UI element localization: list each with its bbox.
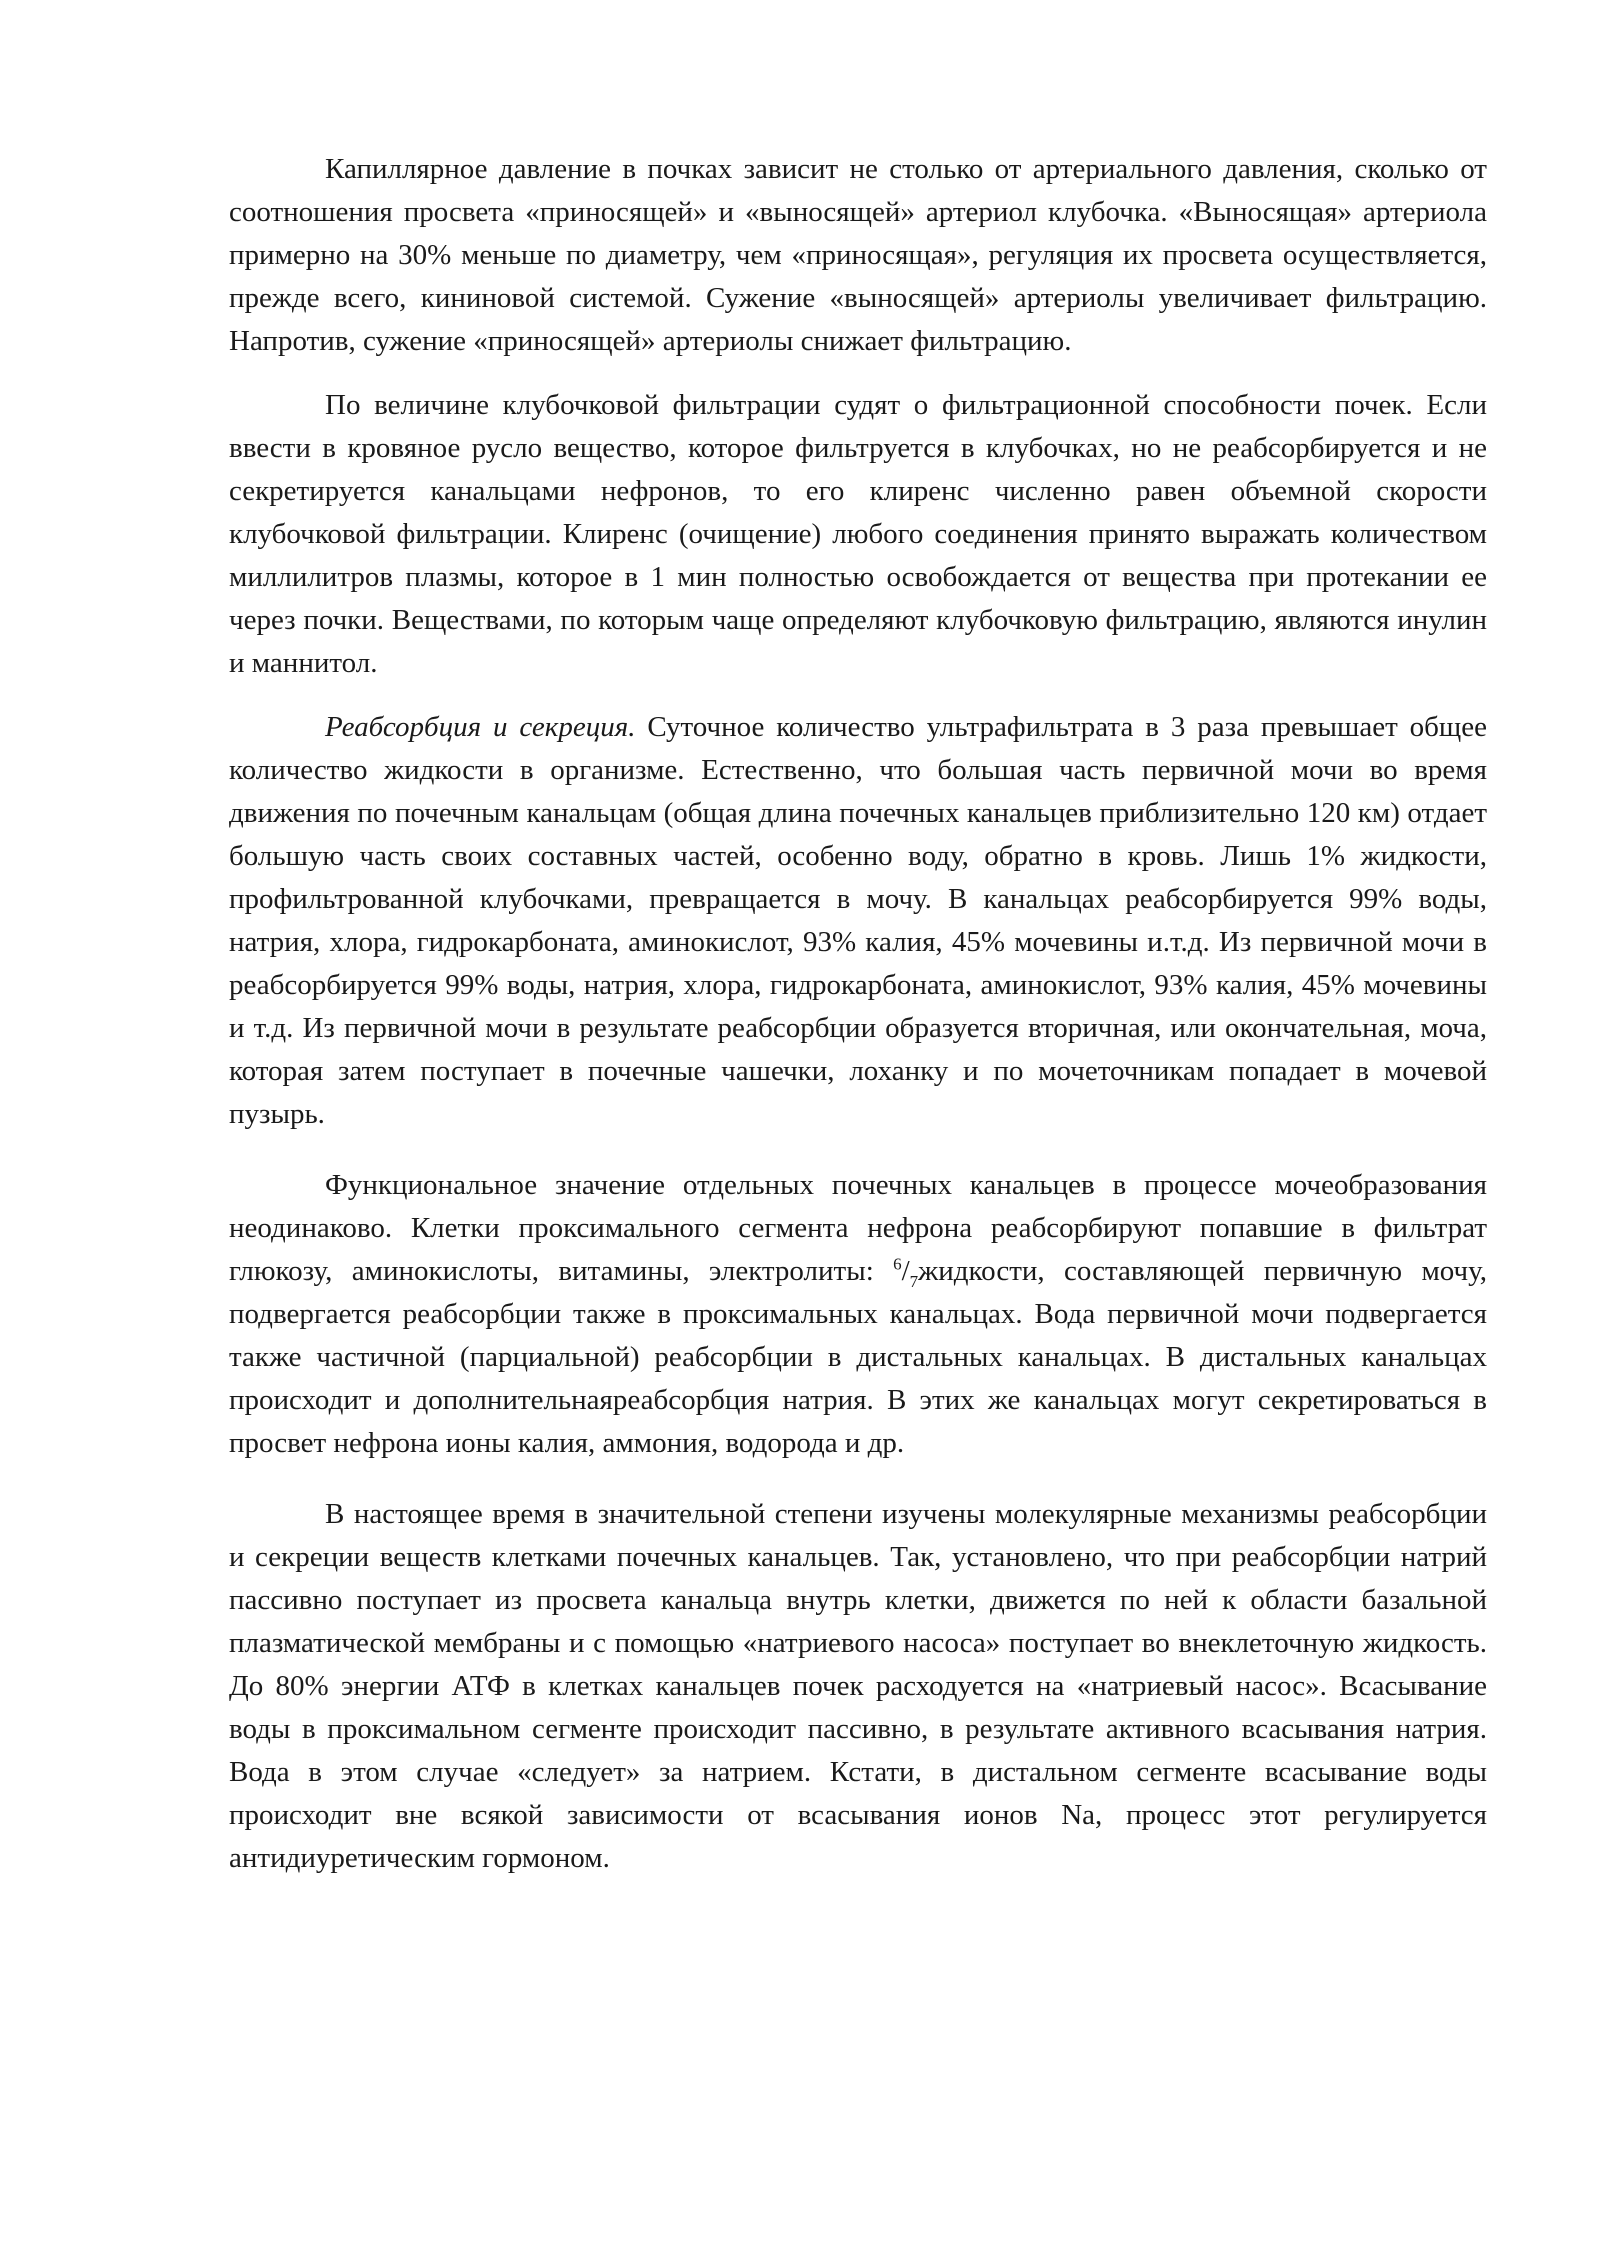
paragraph-text: В настоящее время в значительной степени изучены молекулярные механизмы реабсорбции и секреции веществ клетками почечных канальцев. Так, установлено, что при реабсорбции натрий пассивно поступает из просвета канальца внутрь клетки, движется по ней к области базальной плазматической мембраны и с помощью «натриевого насоса» поступает во внеклеточную жидкость. До 80% энергии АТФ в клетках канальцев почек расходуется на «натриевый насос». Всасывание воды в проксимальном сегменте происходит пассивно, в результате активного всасывания натрия. Вода в этом случае «следует» за натрием. Кстати, в дистальном сегменте всасывание воды происходит вне всякой зависимости от всасывания ионов Na, процесс этот регулируется антидиуретическим гормоном. — [229, 1498, 1487, 1874]
paragraph-tubule-function — [229, 1164, 1487, 1465]
paragraph-reabsorption-secretion — [229, 706, 1487, 1136]
fraction — [893, 1254, 919, 1291]
paragraph-text: По величине клубочковой фильтрации судят о фильтрационной способности почек. Если ввести в кровяное русло вещество, которое фильтруется в клубочках, но не реабсорбируется и не секретируется канальцами нефронов, то его клиренс численно равен объемной скорости клубочковой фильтрации. Клиренс (очищение) любого соединения принято выражать количеством миллилитров плазмы, которое в 1 мин полностью освобождается от вещества при протекании ее через почки. Веществами, по которым чаще определяют клубочковую фильтрацию, являются инулин и маннитол. — [229, 389, 1487, 679]
paragraph-capillary-pressure — [229, 148, 1487, 363]
fraction-denominator: 7 — [909, 1271, 919, 1291]
fraction-numerator: 6 — [893, 1254, 902, 1274]
paragraph-text-after: жидкости, составляющей первичную мочу, подвергается реабсорбции также в проксимальных канальцах. Вода первичной мочи подвергается также частичной (парциальной) реабсорбции в дистальных канальцах. В дистальных канальцах происходит и дополнительнаяреабсорбция натрия. В этих же канальцах могут секретироваться в просвет нефрона ионы калия, аммония, водорода и др. — [229, 1255, 1487, 1459]
document-body — [229, 148, 1487, 1901]
paragraph-text: Капиллярное давление в почках зависит не столько от артериального давления, сколько от соотношения просвета «приносящей» и «выносящей» артериол клубочка. «Выносящая» артериола примерно на 30% меньше по диаметру, чем «приносящая», регуляция их просвета осуществляется, прежде всего, кининовой системой. Сужение «выносящей» артериолы увеличивает фильтрацию. Напротив, сужение «приносящей» артериолы снижает фильтрацию. — [229, 153, 1487, 357]
paragraph-glomerular-filtration — [229, 384, 1487, 685]
section-heading: Реабсорбция и секреция. — [325, 711, 636, 743]
paragraph-text-before: Функциональное значение отдельных почечных канальцев в процессе мочеобразования неодинаково. Клетки проксимального сегмента нефрона реабсорбируют попавшие в фильтрат глюкозу, аминокислоты, витамины, электролиты: — [229, 1169, 1487, 1287]
paragraph-text: Суточное количество ультрафильтрата в 3 раза превышает общее количество жидкости в организме. Естественно, что большая часть первичной мочи во время движения по почечным канальцам (общая длина почечных канальцев приблизительно 120 км) отдает большую часть своих составных частей, особенно воду, обратно в кровь. Лишь 1% жидкости, профильтрованной клубочками, превращается в мочу. В канальцах реабсорбируется 99% воды, натрия, хлора, гидрокарбоната, аминокислот, 93% калия, 45% мочевины и.т.д. Из первичной мочи в реабсорбируется 99% воды, натрия, хлора, гидрокарбоната, аминокислот, 93% калия, 45% мочевины и т.д. Из первичной мочи в результате реабсорбции образуется вторичная, или окончательная, моча, которая затем поступает в почечные чашечки, лоханку и по мочеточникам попадает в мочевой пузырь. — [229, 711, 1487, 1130]
paragraph-molecular-mechanisms — [229, 1493, 1487, 1880]
fraction-separator: / — [901, 1255, 910, 1287]
